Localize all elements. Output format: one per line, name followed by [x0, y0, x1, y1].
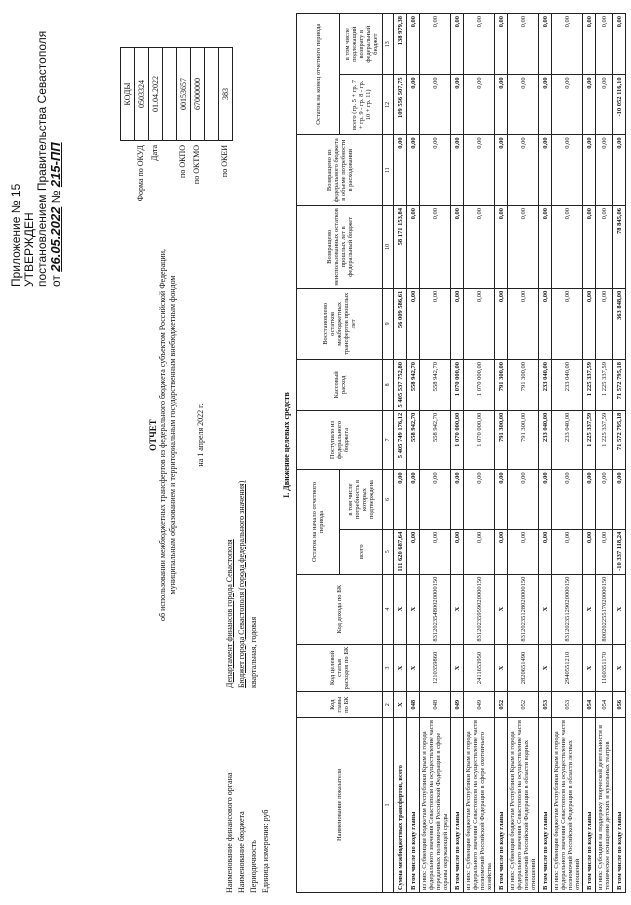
table-row: [464, 14, 495, 893]
cell-c13: 0,00: [508, 14, 539, 75]
cell-c6: 0,00: [613, 470, 626, 529]
cell-c11: 0,00: [394, 135, 407, 206]
cell-c13: 0,00: [495, 14, 508, 75]
cell-c5: 0,00: [583, 529, 596, 574]
cell-c12: 0,00: [596, 75, 613, 135]
cell-c5: 111 620 687,64: [394, 529, 407, 574]
cell-c9: 0,00: [495, 288, 508, 359]
cell-c12: -10 052 116,10: [613, 75, 626, 135]
column-number: 10: [383, 206, 394, 289]
col-name: Наименование показателя: [297, 718, 383, 893]
cell-c7: 71 572 795,18: [613, 410, 626, 470]
cell-c9: 0,00: [539, 288, 552, 359]
cell-c7: 1 070 000,00: [451, 410, 464, 470]
cell-c8: 1 225 337,59: [596, 359, 613, 410]
cell-c6: 0,00: [583, 470, 596, 529]
cell-c12: 0,00: [552, 75, 583, 135]
row-name: Сумма межбюджетных трансфертов, всего: [394, 718, 407, 893]
cell-c11: 0,00: [464, 135, 495, 206]
cell-c7: 1 225 337,59: [596, 410, 613, 470]
col-head-code: Код главы по БК: [297, 692, 383, 718]
cell-c3: 1160351170: [596, 644, 613, 692]
cell-c8: 791 300,00: [495, 359, 508, 410]
col-need: в том числе потребность в которых подтверждена: [340, 470, 383, 529]
cell-c3: 1210359860: [420, 644, 451, 692]
cell-c6: 0,00: [407, 470, 420, 529]
cell-c6: 0,00: [394, 470, 407, 529]
cell-c4: X: [451, 574, 464, 644]
row-name: из них: Субвенции бюджетам Республики Крым и города федерального значения Севастополя на осуществление части полномочий Российской Федерации в области лесных отношений: [552, 718, 583, 893]
cell-c4: X: [407, 574, 420, 644]
periodicity-value: квартальная, годовая: [249, 616, 258, 688]
resolution-date: 26.05.2022: [48, 206, 63, 272]
cell-c2: 052: [508, 692, 539, 718]
cell-c3: X: [583, 644, 596, 692]
cell-c6: 0,00: [508, 470, 539, 529]
budget-value: Бюджет города Севастополя (города федерального значения): [237, 480, 246, 688]
col-inc-code: Код дохода по БК: [297, 574, 383, 644]
cell-c11: 0,00: [420, 135, 451, 206]
cell-c10: 0,00: [407, 206, 420, 289]
cell-c5: 0,00: [508, 529, 539, 574]
cell-c9: 0,00: [552, 288, 583, 359]
cell-c9: 0,00: [407, 288, 420, 359]
column-numbers: [383, 14, 394, 893]
cell-c13: 0,00: [583, 14, 596, 75]
cell-c2: 054: [596, 692, 613, 718]
cell-c6: 0,00: [420, 470, 451, 529]
cell-c8: 558 942,70: [407, 359, 420, 410]
cell-c4: 83120235959020000150: [464, 574, 495, 644]
column-number: 11: [383, 135, 394, 206]
org-value: Департамент финансов города Севастополя: [225, 539, 234, 688]
cell-c6: 0,00: [552, 470, 583, 529]
col-received: Поступило из федерального бюджета: [297, 410, 383, 470]
cell-c4: X: [394, 574, 407, 644]
cell-c10: 0,00: [508, 206, 539, 289]
cell-c8: 1 225 337,59: [583, 359, 596, 410]
cell-c10: 0,00: [552, 206, 583, 289]
cell-c4: X: [539, 574, 552, 644]
row-name: В том числе по коду главы: [539, 718, 552, 893]
cell-c12: 0,00: [407, 75, 420, 135]
cell-c9: 56 009 586,61: [394, 288, 407, 359]
table-row: [596, 14, 613, 893]
cell-c9: 0,00: [420, 288, 451, 359]
cell-c6: 0,00: [464, 470, 495, 529]
codes-header: КОДЫ: [121, 48, 135, 140]
cell-c11: 0,00: [508, 135, 539, 206]
report-meta: Наименование финансового органа Департамент финансов города Севастополя Наименование бюджета Бюджет города Севастополя (города федерального значения) Периодичность квартальная, годовая Единица измерения: руб: [225, 480, 270, 893]
column-number: 13: [383, 14, 394, 75]
table-row: [613, 14, 626, 893]
cell-c5: 0,00: [552, 529, 583, 574]
cell-c7: 233 040,00: [552, 410, 583, 470]
cell-c3: X: [495, 644, 508, 692]
cell-c13: 0,00: [613, 14, 626, 75]
table-row: [451, 14, 464, 893]
cell-c4: X: [613, 574, 626, 644]
cell-c10: 78 845,06: [613, 206, 626, 289]
table-row: [407, 14, 420, 893]
col-rest-begin: Остаток на начало отчетного периода: [297, 470, 340, 574]
cell-c10: 0,00: [583, 206, 596, 289]
cell-c8: 558 942,70: [420, 359, 451, 410]
table-body: [394, 14, 626, 893]
table-row: [495, 14, 508, 893]
column-number: 6: [383, 470, 394, 529]
cell-c3: X: [613, 644, 626, 692]
cell-c8: 1 070 000,00: [464, 359, 495, 410]
cell-c3: X: [407, 644, 420, 692]
cell-c12: 0,00: [583, 75, 596, 135]
cell-c2: 053: [552, 692, 583, 718]
cell-c6: 0,00: [539, 470, 552, 529]
cell-c11: 0,00: [583, 135, 596, 206]
cell-c10: 0,00: [464, 206, 495, 289]
cell-c13: 0,00: [407, 14, 420, 75]
cell-c4: 83120235128020000150: [508, 574, 539, 644]
cell-c8: 233 040,00: [539, 359, 552, 410]
cell-c2: 048: [407, 692, 420, 718]
table-row: [508, 14, 539, 893]
approval-block: [9, 30, 63, 287]
table-row: [394, 14, 407, 893]
cell-c4: X: [495, 574, 508, 644]
cell-c10: 58 171 153,84: [394, 206, 407, 289]
column-number: 7: [383, 410, 394, 470]
row-name: В том числе по коду главы: [613, 718, 626, 893]
appendix-number: Приложение № 15: [9, 183, 23, 287]
table-row: [420, 14, 451, 893]
cell-c6: 0,00: [495, 470, 508, 529]
cell-c12: 0,00: [539, 75, 552, 135]
cell-c9: 0,00: [464, 288, 495, 359]
cell-c4: 83120235480020000150: [420, 574, 451, 644]
column-number: 9: [383, 288, 394, 359]
cell-c2: 049: [464, 692, 495, 718]
cell-c7: 1 225 337,59: [583, 410, 596, 470]
cell-c3: 2820651490: [508, 644, 539, 692]
row-name: В том числе по коду главы: [407, 718, 420, 893]
row-name: из них: Субсидии на поддержку творческой деятельности и техническое оснащение детских и кукольных театров: [596, 718, 613, 893]
row-name: В том числе по коду главы: [451, 718, 464, 893]
cell-c9: 0,00: [583, 288, 596, 359]
cell-c3: X: [539, 644, 552, 692]
cell-c13: 0,00: [420, 14, 451, 75]
cell-c10: 0,00: [420, 206, 451, 289]
cell-c5: 0,00: [451, 529, 464, 574]
cell-c4: 83120235129020000150: [552, 574, 583, 644]
okei-code: 383: [221, 88, 230, 100]
okpo-code: 00153657: [177, 48, 191, 140]
cell-c11: 0,00: [407, 135, 420, 206]
codes-labels: Форма по ОКУД Дата по ОКПО по ОКТМО по ОКЕИ: [136, 145, 229, 202]
col-end-fed: в том числе подлежащий возврату в федеральный бюджет: [340, 14, 383, 75]
cell-c13: 0,00: [451, 14, 464, 75]
col-cash: Кассовый расход: [297, 359, 383, 410]
cell-c10: 0,00: [495, 206, 508, 289]
col-total: всего: [340, 529, 383, 574]
cell-c12: 0,00: [464, 75, 495, 135]
cell-c7: 558 942,70: [407, 410, 420, 470]
cell-c9: 363 848,00: [613, 288, 626, 359]
cell-c9: 0,00: [596, 288, 613, 359]
report-date: 01.04.2022: [149, 48, 163, 140]
cell-c3: X: [451, 644, 464, 692]
cell-c11: 0,00: [451, 135, 464, 206]
cell-c6: 0,00: [451, 470, 464, 529]
resolution-date-line: от 26.05.2022 № 215-ПП: [48, 142, 63, 287]
cell-c11: 0,00: [539, 135, 552, 206]
cell-c6: 0,00: [596, 470, 613, 529]
cell-c12: 0,00: [508, 75, 539, 135]
cell-c4: X: [583, 574, 596, 644]
cell-c5: 0,00: [420, 529, 451, 574]
row-name: В том числе по коду главы: [583, 718, 596, 893]
cell-c7: 791 300,00: [508, 410, 539, 470]
cell-c2: 048: [420, 692, 451, 718]
section-title: I. Движение целевых средств: [282, 392, 291, 498]
col-returned2: Возвращено из федерального бюджета в объеме потребности в расходовании: [297, 135, 383, 206]
table-row: [539, 14, 552, 893]
okud-code: 0503324: [135, 48, 149, 140]
cell-c11: 0,00: [552, 135, 583, 206]
cell-c7: 5 405 749 176,12: [394, 410, 407, 470]
cell-c3: 2940551210: [552, 644, 583, 692]
cell-c7: 233 040,00: [539, 410, 552, 470]
cell-c9: 0,00: [508, 288, 539, 359]
cell-c7: 791 300,00: [495, 410, 508, 470]
transfers-table: [296, 13, 626, 893]
column-number: 1: [383, 718, 394, 893]
col-end-total: всего (гр. 5 + гр. 7 + гр. 9 - гр. 8 - гр. 10 + гр. 11): [340, 75, 383, 135]
cell-c8: 71 572 795,18: [613, 359, 626, 410]
cell-c12: 0,00: [420, 75, 451, 135]
cell-c7: 558 942,70: [420, 410, 451, 470]
cell-c2: X: [394, 692, 407, 718]
cell-c5: 0,00: [407, 529, 420, 574]
resolution-number: 215-ПП: [48, 142, 63, 188]
oktmo-code: 67000000: [191, 48, 205, 140]
cell-c11: 0,00: [596, 135, 613, 206]
column-number: 4: [383, 574, 394, 644]
cell-c11: 0,00: [495, 135, 508, 206]
report-title: ОТЧЕТ об использовании межбюджетных трансфертов из федерального бюджета субъектом Российской Федерации, муниципальным образованием и территориальным государственным внебюджетным фондом: [148, 249, 177, 621]
column-number: 3: [383, 644, 394, 692]
cell-c7: 1 070 000,00: [464, 410, 495, 470]
col-rest-end: Остаток на конец отчетного периода: [297, 14, 340, 135]
col-returned: Возвращено неиспользованных остатков прошлых лет в федеральный бюджет: [297, 206, 383, 289]
cell-c10: 0,00: [539, 206, 552, 289]
cell-c2: 049: [451, 692, 464, 718]
row-name: В том числе по коду главы: [495, 718, 508, 893]
cell-c5: 0,00: [596, 529, 613, 574]
column-number: 8: [383, 359, 394, 410]
row-name: из них: Субвенции бюджетам Республики Крым и города федерального значения Севастополя на осуществление части полномочий Российской Федерации в сфере охотничьего хозяйства: [464, 718, 495, 893]
cell-c12: 109 556 507,75: [394, 75, 407, 135]
cell-c2: 052: [495, 692, 508, 718]
cell-c12: 0,00: [495, 75, 508, 135]
cell-c8: 5 405 537 752,80: [394, 359, 407, 410]
approved-label: УТВЕРЖДЕН: [22, 212, 36, 287]
cell-c10: 0,00: [451, 206, 464, 289]
cell-c3: X: [394, 644, 407, 692]
cell-c11: 0,00: [613, 135, 626, 206]
column-number: 2: [383, 692, 394, 718]
column-number: 12: [383, 75, 394, 135]
cell-c3: 2411653950: [464, 644, 495, 692]
codes-box: [120, 47, 233, 141]
col-restored: Восстановлено остатков межбюджетных трансфертов прошлых лет: [297, 288, 383, 359]
cell-c8: 1 070 000,00: [451, 359, 464, 410]
table-row: [552, 14, 583, 893]
column-number: 5: [383, 529, 394, 574]
row-name: из них: Субвенции бюджетам Республики Крым и города федерального значения Севастополя на осуществление части полномочий Российской Федерации в области водных отношений: [508, 718, 539, 893]
cell-c13: 138 979,38: [394, 14, 407, 75]
cell-c12: 0,00: [451, 75, 464, 135]
report-period: на 1 апреля 2022 г.: [196, 403, 205, 467]
cell-c4: 80020225517020000150: [596, 574, 613, 644]
cell-c8: 791 300,00: [508, 359, 539, 410]
cell-c2: 053: [539, 692, 552, 718]
cell-c13: 0,00: [596, 14, 613, 75]
cell-c13: 0,00: [539, 14, 552, 75]
cell-c5: 0,00: [464, 529, 495, 574]
cell-c5: 0,00: [539, 529, 552, 574]
row-name: из них: Субвенции бюджетам Республики Крым и города федерального значения Севастополя на осуществление части переданных полномочий Российской Федерации в сфере охраны окружающей среды: [420, 718, 451, 893]
cell-c13: 0,00: [552, 14, 583, 75]
resolution-label: постановлением Правительства Севастополя: [35, 30, 49, 287]
cell-c8: 233 040,00: [552, 359, 583, 410]
col-exp-code: Код целевой статьи расходов по БК: [297, 644, 383, 692]
table-row: [583, 14, 596, 893]
cell-c2: 056: [613, 692, 626, 718]
cell-c5: 0,00: [495, 529, 508, 574]
cell-c9: 0,00: [451, 288, 464, 359]
cell-c2: 054: [583, 692, 596, 718]
cell-c5: -10 337 118,24: [613, 529, 626, 574]
cell-c13: 0,00: [464, 14, 495, 75]
cell-c10: 0,00: [596, 206, 613, 289]
